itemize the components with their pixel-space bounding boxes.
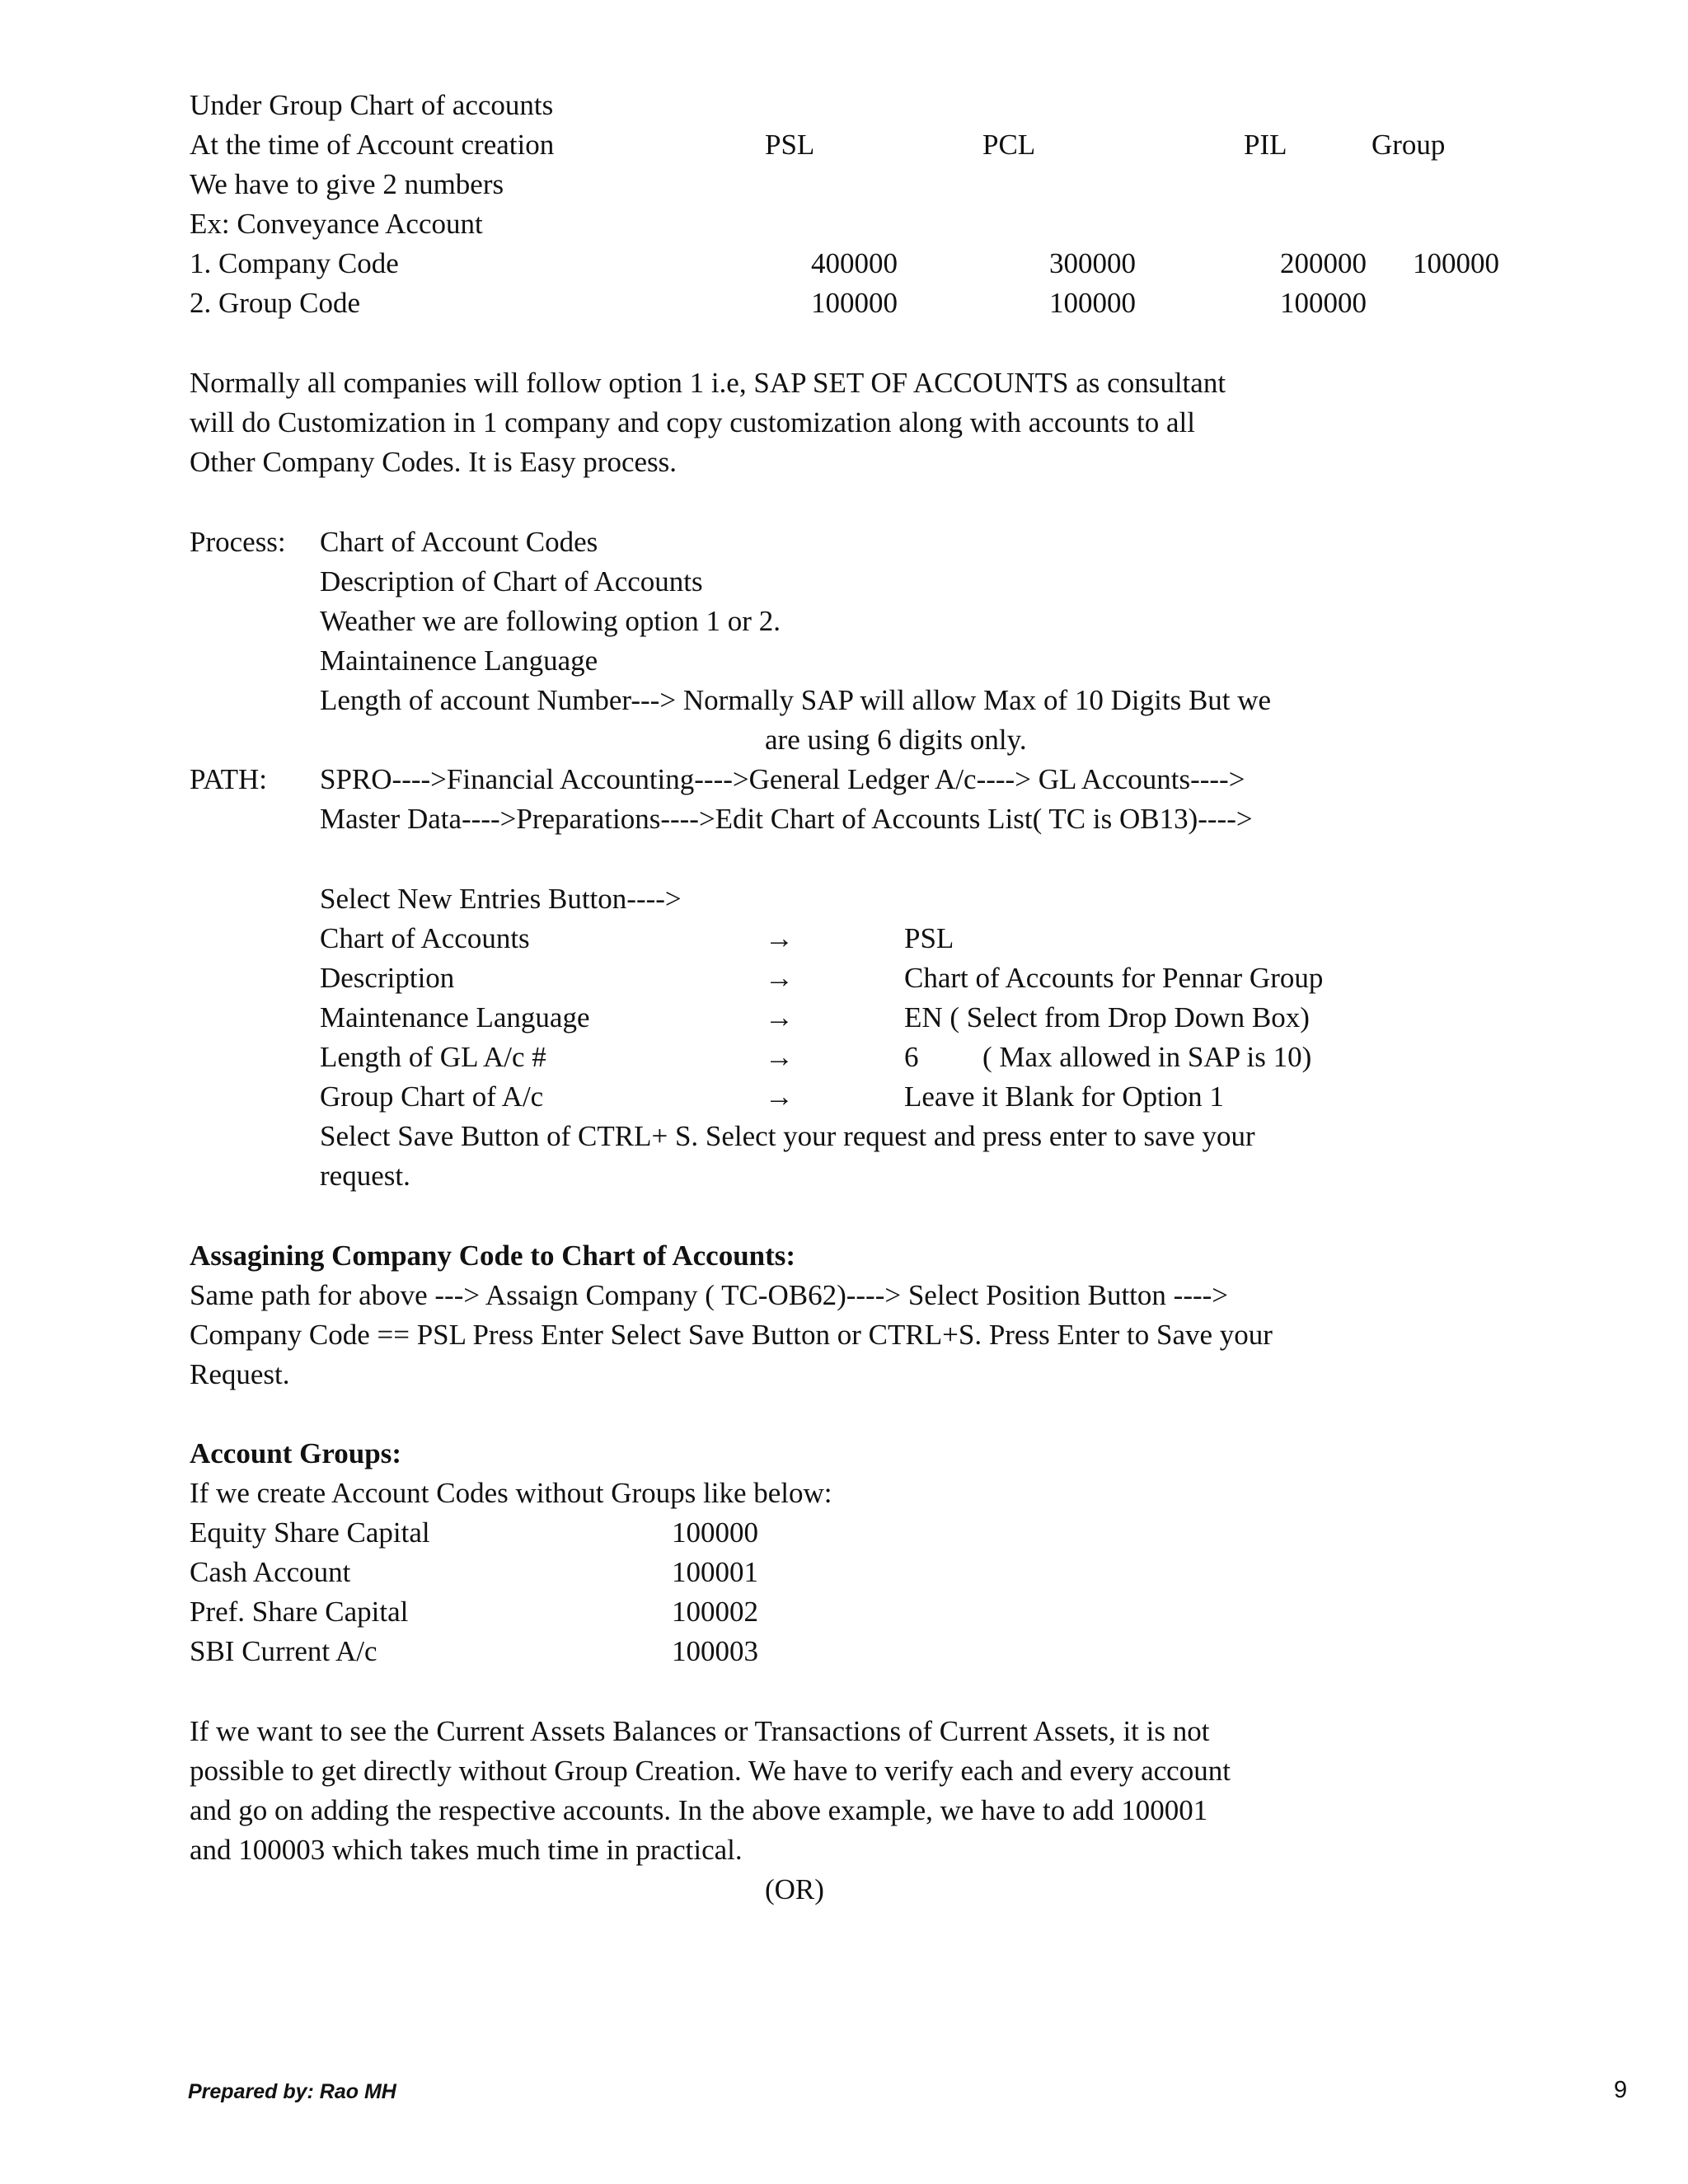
new-entries-intro: Select New Entries Button----> xyxy=(320,883,682,915)
company-code-group: 100000 xyxy=(1413,247,1499,279)
arrow-icon: → xyxy=(765,1001,794,1033)
account-code: 100002 xyxy=(672,1596,758,1628)
path-label: PATH: xyxy=(190,763,268,795)
save-instruction-2: request. xyxy=(320,1160,410,1192)
save-instruction-1: Select Save Button of CTRL+ S. Select your request and press enter to save your xyxy=(320,1120,1255,1152)
process-item: Maintainence Language xyxy=(320,644,598,677)
para1-line-2: will do Customization in 1 company and copy customization along with accounts to all xyxy=(190,406,1195,438)
entry-value: 6 xyxy=(904,1041,919,1073)
entry-note: ( Max allowed in SAP is 10) xyxy=(982,1041,1312,1073)
company-code-psl: 400000 xyxy=(811,247,898,279)
assign-line-3: Request. xyxy=(190,1358,290,1390)
para1-line-3: Other Company Codes. It is Easy process. xyxy=(190,446,678,478)
assign-line-1: Same path for above ---> Assaign Company ( TC-OB62)----> Select Position Button ----> xyxy=(190,1279,1229,1311)
para2-line-1: If we want to see the Current Assets Balances or Transactions of Current Assets, it is not xyxy=(190,1715,1210,1747)
para2-line-4: and 100003 which takes much time in practical. xyxy=(190,1834,743,1866)
process-item: Chart of Account Codes xyxy=(320,526,598,558)
col-psl: PSL xyxy=(765,129,815,161)
arrow-icon: → xyxy=(765,1041,794,1073)
account-name: Cash Account xyxy=(190,1556,351,1588)
account-name: Pref. Share Capital xyxy=(190,1596,409,1628)
intro-line-1: Under Group Chart of accounts xyxy=(190,89,554,121)
entry-value: PSL xyxy=(904,922,954,954)
arrow-icon: → xyxy=(765,962,794,994)
arrow-icon: → xyxy=(765,922,794,954)
col-pcl: PCL xyxy=(982,129,1036,161)
account-code: 100003 xyxy=(672,1635,758,1667)
para2-line-3: and go on adding the respective accounts. In the above example, we have to add 100001 xyxy=(190,1794,1208,1826)
company-code-pil: 200000 xyxy=(1280,247,1367,279)
footer-prepared-by: Prepared by: Rao MH xyxy=(188,2080,396,2103)
col-pil: PIL xyxy=(1244,129,1287,161)
arrow-icon: → xyxy=(765,1080,794,1113)
assign-heading: Assagining Company Code to Chart of Accounts: xyxy=(190,1240,796,1272)
entry-value: EN ( Select from Drop Down Box) xyxy=(904,1001,1310,1033)
or-text: (OR) xyxy=(765,1873,824,1905)
entry-field: Description xyxy=(320,962,455,994)
path-line-1: SPRO---->Financial Accounting---->General Ledger A/c----> GL Accounts----> xyxy=(320,763,1245,795)
assign-line-2: Company Code == PSL Press Enter Select Save Button or CTRL+S. Press Enter to Save your xyxy=(190,1319,1273,1351)
process-item: Weather we are following option 1 or 2. xyxy=(320,605,781,637)
group-code-pcl: 100000 xyxy=(1049,287,1136,319)
group-code-label: 2. Group Code xyxy=(190,287,361,319)
para1-line-1: Normally all companies will follow option 1 i.e, SAP SET OF ACCOUNTS as consultant xyxy=(190,367,1226,399)
account-code: 100001 xyxy=(672,1556,758,1588)
entry-value: Chart of Accounts for Pennar Group xyxy=(904,962,1324,994)
process-item-continuation: are using 6 digits only. xyxy=(765,724,1027,756)
entry-value: Leave it Blank for Option 1 xyxy=(904,1080,1224,1113)
path-line-2: Master Data---->Preparations---->Edit Chart of Accounts List( TC is OB13)----> xyxy=(320,803,1253,835)
group-code-pil: 100000 xyxy=(1280,287,1367,319)
intro-line-3: We have to give 2 numbers xyxy=(190,168,504,200)
para2-line-2: possible to get directly without Group Creation. We have to verify each and every account xyxy=(190,1755,1231,1787)
account-name: SBI Current A/c xyxy=(190,1635,377,1667)
account-code: 100000 xyxy=(672,1516,758,1549)
col-group: Group xyxy=(1372,129,1446,161)
groups-intro: If we create Account Codes without Groups like below: xyxy=(190,1477,832,1509)
entry-field: Chart of Accounts xyxy=(320,922,530,954)
process-item: Description of Chart of Accounts xyxy=(320,565,703,598)
entry-field: Maintenance Language xyxy=(320,1001,590,1033)
process-label: Process: xyxy=(190,526,286,558)
groups-heading: Account Groups: xyxy=(190,1437,402,1469)
account-name: Equity Share Capital xyxy=(190,1516,430,1549)
group-code-psl: 100000 xyxy=(811,287,898,319)
entry-field: Group Chart of A/c xyxy=(320,1080,544,1113)
process-item: Length of account Number---> Normally SAP will allow Max of 10 Digits But we xyxy=(320,684,1272,716)
entry-field: Length of GL A/c # xyxy=(320,1041,546,1073)
company-code-pcl: 300000 xyxy=(1049,247,1136,279)
company-code-label: 1. Company Code xyxy=(190,247,399,279)
intro-line-4: Ex: Conveyance Account xyxy=(190,208,483,240)
intro-line-2: At the time of Account creation xyxy=(190,129,555,161)
page-number: 9 xyxy=(1614,2077,1628,2103)
